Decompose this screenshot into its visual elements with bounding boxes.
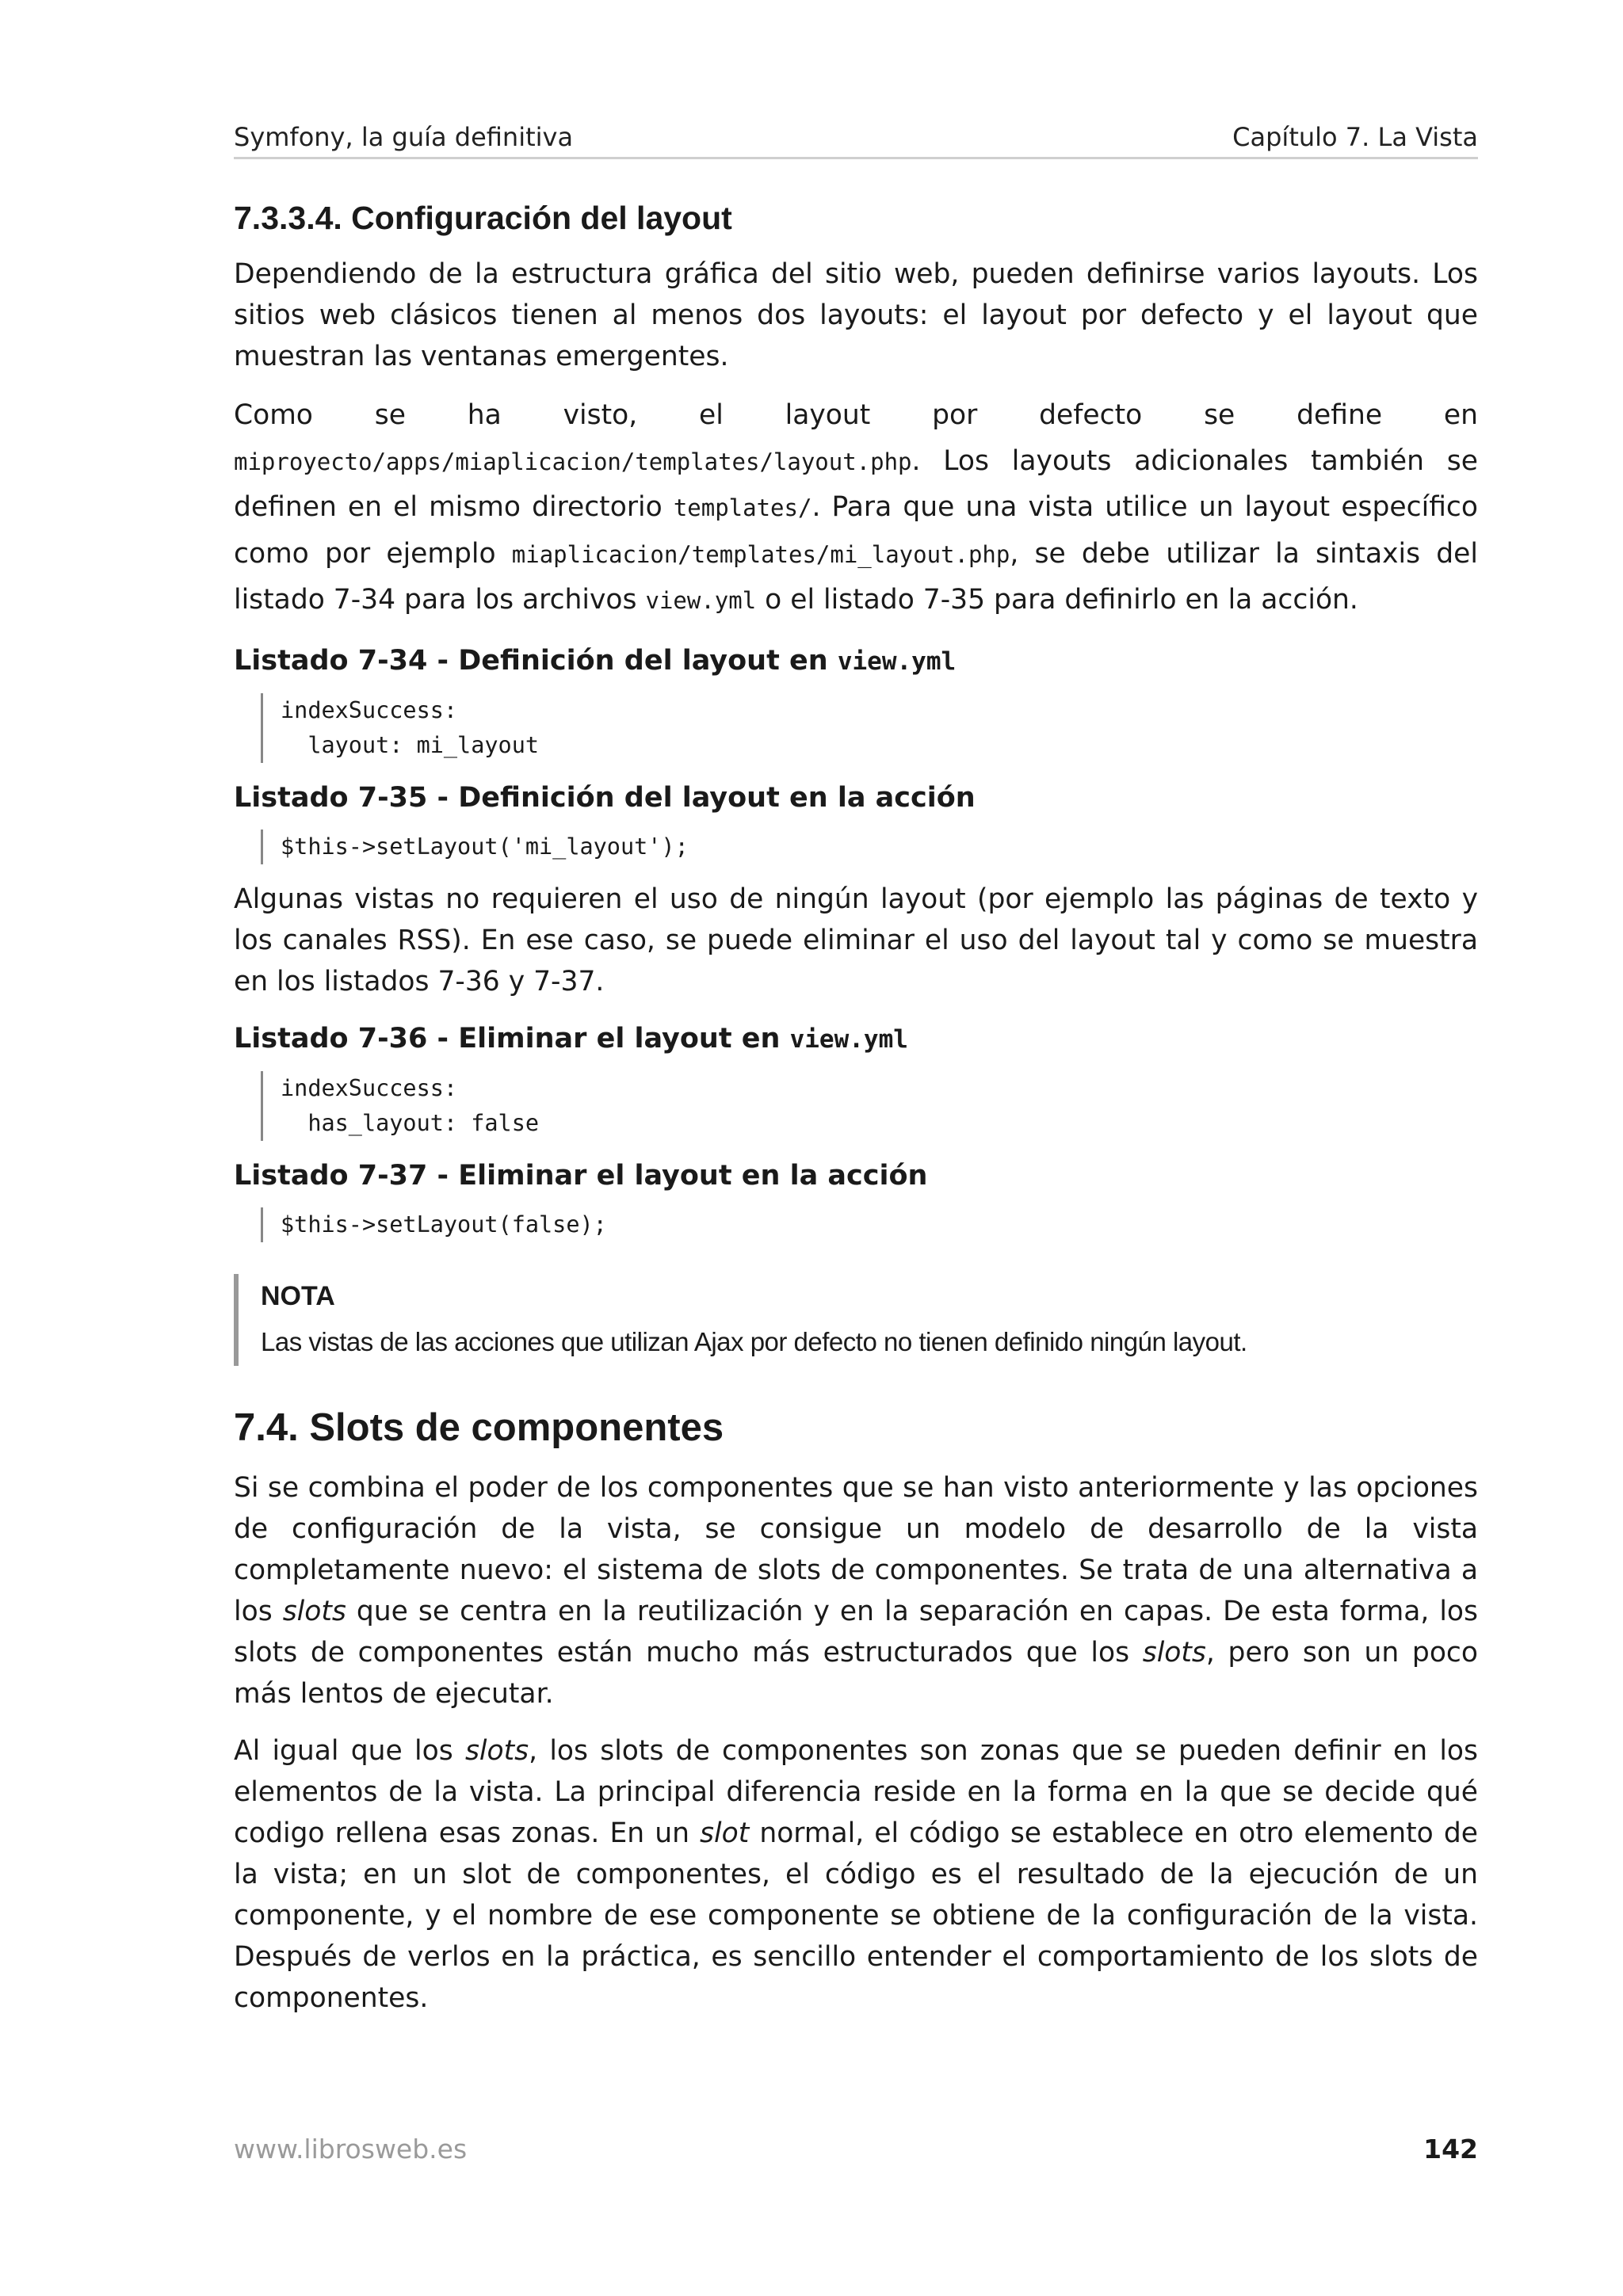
text-run: Como se ha visto, el layout por defecto se define en [234, 399, 1478, 431]
running-footer [234, 2130, 1478, 2169]
text-run: que se centra en la reutilización y en la separación en capas. De esta forma, los slots de componentes están mucho más estructurados que los [234, 1595, 1478, 1669]
section-heading: 7.4. Slots de componentes [234, 1405, 724, 1449]
listing-title-7-35: Listado 7-35 - Definición del layout en la acción [234, 781, 976, 814]
italic-term: slots [1142, 1636, 1206, 1669]
code-block-7-37: $this->setLayout(false); [261, 1207, 1478, 1242]
code-block-7-36: indexSuccess: has_layout: false [261, 1071, 1478, 1141]
note-title: NOTA [261, 1280, 335, 1311]
listing-title-7-34 [234, 640, 1478, 682]
italic-term: slots [464, 1734, 529, 1767]
code-block-7-34: indexSuccess: layout: mi_layout [261, 693, 1478, 763]
inline-code-path: miproyecto/apps/miaplicacion/templates/layout.php [234, 448, 912, 475]
italic-term: slot [700, 1817, 750, 1849]
footer-website: www.librosweb.es [234, 2134, 468, 2164]
chapter-title: Capítulo 7. La Vista [1232, 122, 1478, 152]
text-run: , pero son un poco más lentos de ejecutar. [234, 1636, 1478, 1710]
book-title: Symfony, la guía definitiva [234, 122, 574, 152]
text-run: Al igual que los [234, 1734, 465, 1767]
listing-title-text: Listado 7-36 - Eliminar el layout en [234, 1022, 790, 1055]
text-run: , los slots de componentes son zonas que se pueden definir en los elementos de la vista. La principal diferencia reside en la forma en la que se decide qué codigo rellena esas zonas. En un [234, 1734, 1478, 1849]
italic-term: slots [282, 1595, 346, 1627]
paragraph-layout-location [234, 393, 1478, 624]
listing-title-code: view.yml [789, 1024, 908, 1054]
text-run: o el listado 7-35 para definirlo en la acción. [756, 584, 1358, 616]
document-page [234, 0, 1478, 2296]
paragraph-component-slots-intro [234, 1467, 1478, 1714]
inline-code-path: miaplicacion/templates/mi_layout.php [511, 540, 1010, 568]
listing-title-7-37: Listado 7-37 - Eliminar el layout en la acción [234, 1159, 928, 1192]
text-run: normal, el código se establece en otro elemento de la vista; en un slot de componentes, el código es el resultado de la ejecución de un componente, y el nombre de ese componente se obtiene de la configuración de la vista. Después de verlos en la práctica, es sencillo entender el comportamiento de los slots de componentes. [234, 1817, 1478, 2014]
running-header [234, 117, 1478, 159]
note-box [234, 1274, 1478, 1366]
listing-title-7-36 [234, 1018, 1478, 1060]
code-block-7-35: $this->setLayout('mi_layout'); [261, 830, 1478, 864]
text-run: . Los layouts adicionales también se definen en el mismo directorio [234, 444, 1478, 523]
text-run: Si se combina el poder de los componentes que se han visto anteriormente y las opciones de configuración de la vista, se consigue un modelo de desarrollo de la vista completamente nuevo: el sistema de slots de componentes. Se trata de una alternativa a los [234, 1471, 1478, 1627]
paragraph-component-slots-detail [234, 1730, 1478, 2019]
inline-code-dir: templates/ [673, 494, 812, 521]
text-run: . Para que una vista utilice un layout específico como por ejemplo [234, 491, 1479, 570]
subsection-heading: 7.3.3.4. Configuración del layout [234, 200, 732, 236]
page-number: 142 [1423, 2134, 1478, 2164]
note-text: Las vistas de las acciones que utilizan Ajax por defecto no tienen definido ningún layout. [261, 1326, 1247, 1356]
inline-code-file: view.yml [645, 587, 757, 614]
text-run: , se debe utilizar la sintaxis del listado 7-34 para los archivos [234, 537, 1478, 616]
paragraph-layouts-intro: Dependiendo de la estructura gráfica del sitio web, pueden definirse varios layouts. Los sitios web clásicos tienen al menos dos layouts: el layout por defecto y el layout que muestran las ventanas emergentes. [234, 258, 1478, 372]
paragraph-no-layout: Algunas vistas no requieren el uso de ningún layout (por ejemplo las páginas de texto y los canales RSS). En ese caso, se puede eliminar el uso del layout tal y como se muestra en los listados 7-36 y 7-37. [234, 883, 1478, 997]
page-content [234, 195, 1478, 2035]
listing-title-code: view.yml [837, 646, 957, 676]
listing-title-text: Listado 7-34 - Definición del layout en [234, 644, 838, 677]
